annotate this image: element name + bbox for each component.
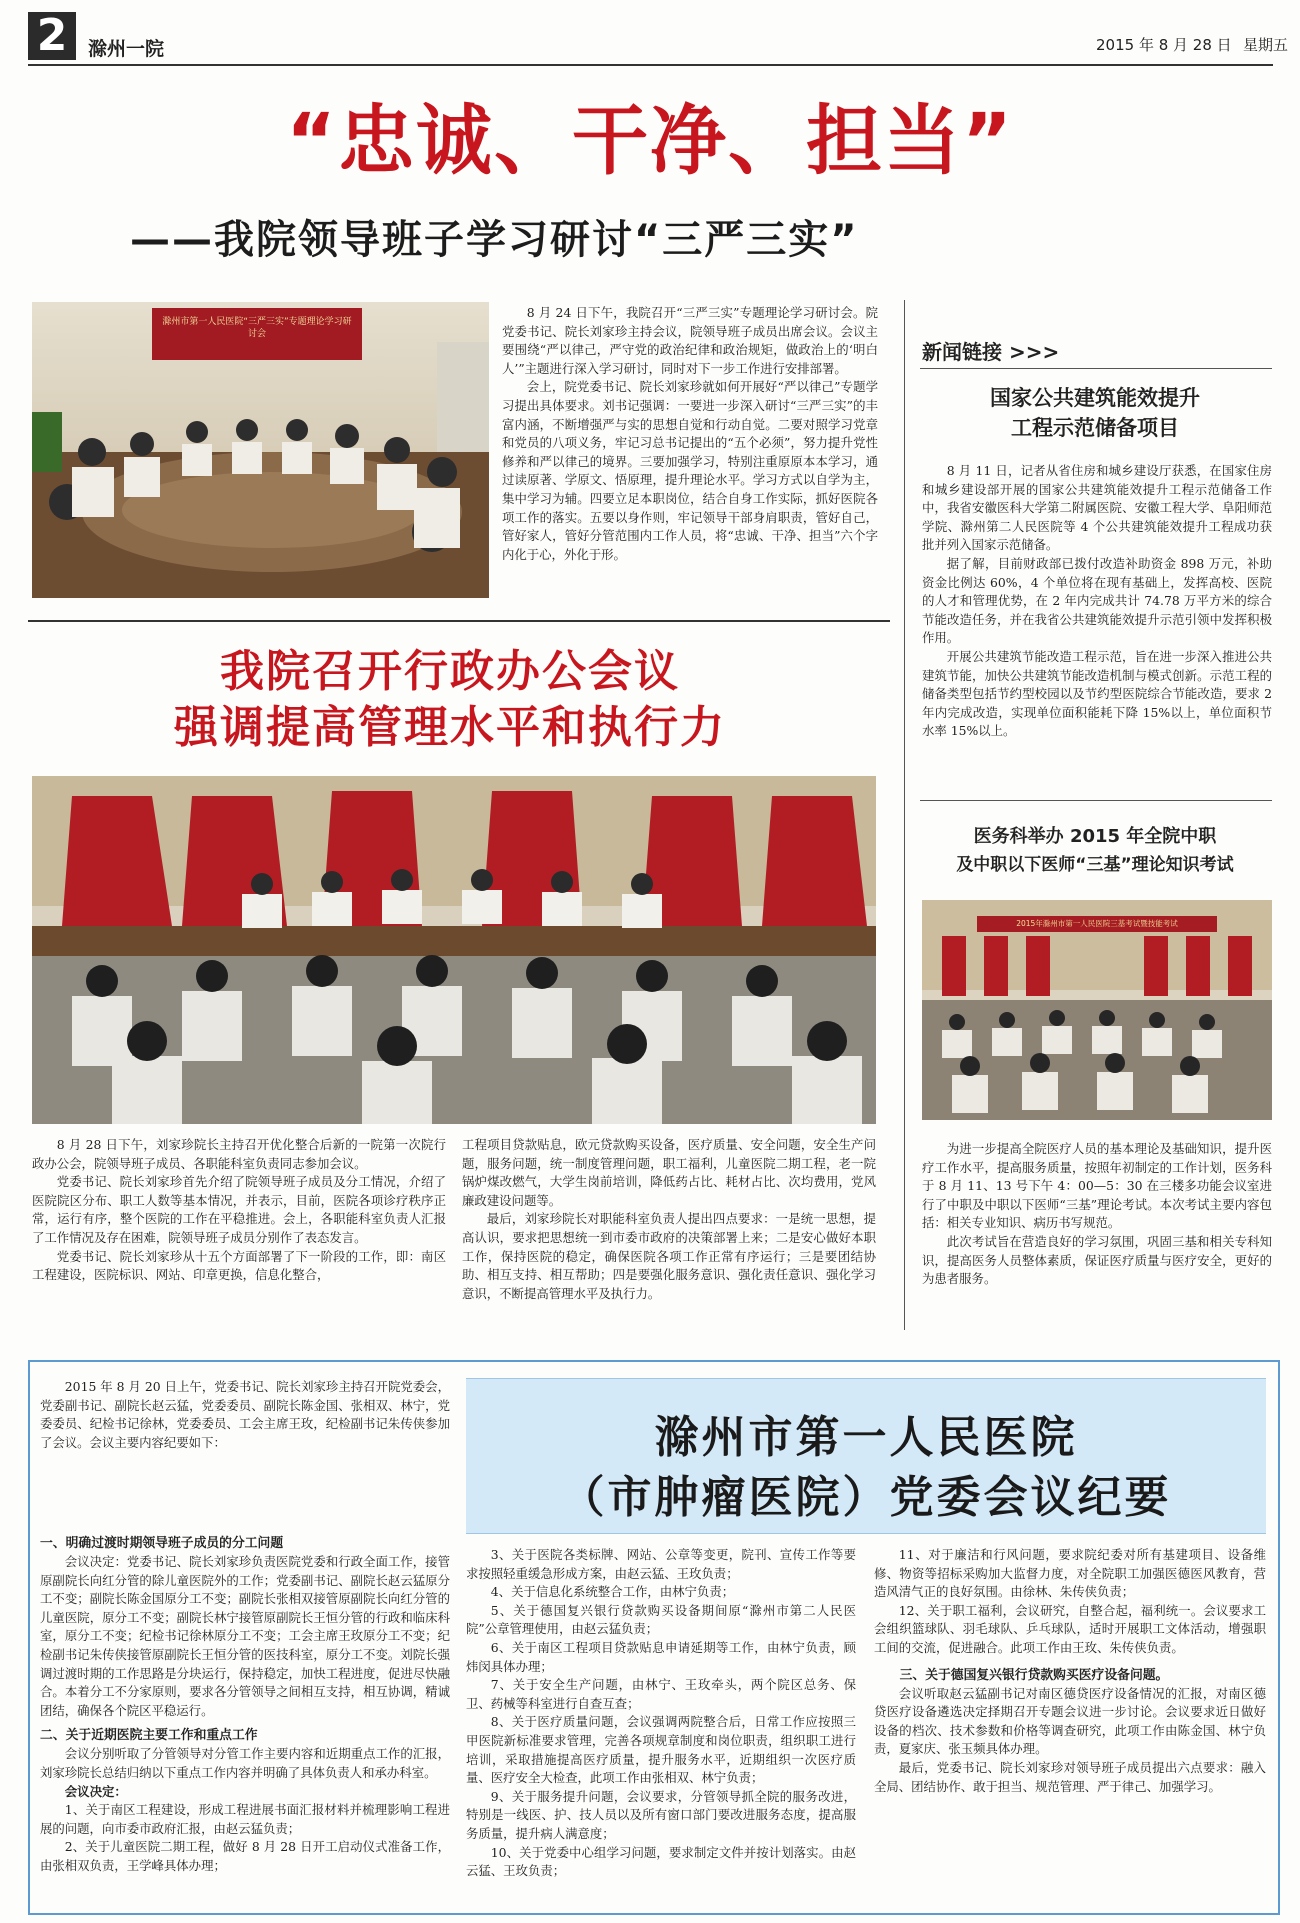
exam-paragraph: 为进一步提高全院医疗人员的基本理论及基础知识，提升医疗工作水平，提高服务质量，按照年初制定的工作计划，医务科于 8 月 11、13 号下午 4：00—5：30 在三楼多功能会议室进行了中职及中职以下医师“三基”理论考试。本次考试主要内容包括：相关专业知识、病历书写规范。	[922, 1141, 1272, 1231]
admin-paragraph: 8 月 28 日下午，刘家珍院长主持召开优化整合后新的一院第一次院行政办公会，院领导班子成员、各职能科室负责同志参加会议。	[32, 1137, 446, 1171]
lead-subheadline: ——我院领导班子学习研讨“三严三实”	[130, 217, 859, 263]
minutes-section-1-text: 会议决定：党委书记、院长刘家珍负责医院党委和行政全面工作，接管原副院长向红分管的除儿童医院外的工作；党委副书记、副院长赵云猛原分工不变；副院长陈金国原分工不变；副院长张相双接管原副院长向红分管的儿童医院，原分工不变；副院长林宁接管原副院长王恒分管的行政和临床科室，原分工不变；纪检书记徐林原分工不变；工会主席王玫原分工不变；纪检副书记朱传侠接管原副院长王恒分管的医技科室，原分工不变。刘院长强调过渡时期的工作思路是分块运行，保持稳定，加快工程进度，促进尽快融合。本着分工不分家原则，要求各分管领导之间相互支持，相互协调，精诚团结，确保各个院区平稳运行。	[40, 1554, 450, 1718]
minutes-item: 5、关于德国复兴银行贷款购买设备期间原“滁州市第二人民医院”公章管理使用，由赵云猛负责；	[466, 1602, 856, 1637]
admin-meeting-photo	[32, 776, 876, 1124]
news-link-paragraph: 8 月 11 日，记者从省住房和城乡建设厅获悉，在国家住房和城乡建设部开展的国家公共建筑能效提升工程示范储备工作中，我省安徽医科大学第二附属医院、安徽工程大学、阜阳师范学院、滁州第二人民医院等 4 个公共建筑能效提升工程成功获批并列入国家示范储备。	[922, 463, 1272, 553]
column-divider	[904, 300, 905, 1330]
minutes-section-2-title: 二、关于近期医院主要工作和重点工作	[40, 1728, 258, 1744]
lead-meeting-photo-image	[32, 302, 489, 598]
minutes-item: 7、关于安全生产问题，由林宁、王玫牵头，两个院区总务、保卫、药械等科室进行自查互查；	[466, 1677, 856, 1711]
minutes-section-3-text: 最后，党委书记、院长刘家珍对领导班子成员提出六点要求：融入全局、团结协作、敢于担当、规范管理、严于律己、加强学习。	[874, 1759, 1266, 1794]
news-link-header-rule	[920, 368, 1272, 369]
lead-paragraph: 8 月 24 日下午，我院召开“三严三实”专题理论学习研讨会。院党委书记、院长刘家珍主持会议，院领导班子成员出席会议。会议主要围绕“严以律己，严守党的政治纪律和政治规矩，做政治上的‘明白人’”主题进行深入学习研讨，同时对下一步工作进行安排部署。	[502, 305, 878, 376]
exam-photo	[922, 900, 1272, 1120]
minutes-intro	[40, 1378, 450, 1452]
admin-meeting-headline-1: 我院召开行政办公会议	[220, 646, 680, 697]
minutes-item: 12、关于职工福利，会议研究，自整合起，福利统一。会议要求工会组织篮球队、羽毛球队、乒乓球队，适时开展职工文体活动，增强职工间的交流，促进融合。此项工作由王玫、朱传侠负责。	[874, 1602, 1266, 1655]
exam-title-2: 及中职以下医师“三基”理论知识考试	[956, 855, 1234, 875]
issue-weekday: 星期五	[1243, 36, 1289, 54]
lead-article-body	[502, 304, 878, 564]
news-link-paragraph: 据了解，目前财政部已拨付改造补助资金 898 万元，补助资金比例达 60%，4 个单位将在现有基础上，发挥高校、医院的人才和管理优势，在 2 年内完成共计 74.78 万平方米的综合节能改造任务，并在我省公共建筑能效提升示范引领中发挥积极作用。	[922, 555, 1272, 646]
minutes-item: 4、关于信息化系统整合工作，由林宁负责；	[490, 1584, 735, 1600]
news-link-title-1: 国家公共建筑能效提升	[990, 386, 1200, 410]
minutes-col-3	[874, 1546, 1266, 1796]
issue-date: 2015 年 8 月 28 日	[1096, 36, 1232, 54]
minutes-item: 6、关于南区工程项目贷款贴息申请延期等工作，由林宁负责，顾炜闵具体办理；	[466, 1639, 856, 1674]
minutes-intro-text: 2015 年 8 月 20 日上午，党委书记、院长刘家珍主持召开院党委会，党委副书记、副院长赵云猛，党委委员、副院长陈金国、张相双、林宁，党委委员、纪检书记徐林，党委委员、工会主席王玫，纪检副书记朱传侠参加了会议。会议主要内容纪要如下：	[40, 1379, 450, 1450]
exam-paragraph: 此次考试旨在营造良好的学习氛围，巩固三基和相关专科知识，提高医务人员整体素质，保证医疗质量与医疗安全，更好的为患者服务。	[922, 1233, 1272, 1287]
minutes-col-2	[466, 1546, 856, 1881]
admin-meeting-headline-2: 强调提高管理水平和执行力	[174, 702, 726, 753]
exam-photo-image	[922, 900, 1272, 1120]
lead-bottom-rule	[28, 620, 890, 622]
minutes-title-panel	[466, 1378, 1266, 1534]
minutes-item: 11、对于廉洁和行风问题，要求院纪委对所有基建项目、设备维修、物资等招标采购加大监督力度，对全院职工加强医德医风教育，营造风清气正的良好氛围。由徐林、朱传侠负责；	[874, 1547, 1266, 1600]
lead-meeting-photo	[32, 302, 489, 598]
minutes-section-2-text: 会议分别听取了分管领导对分管工作主要内容和近期重点工作的汇报，刘家珍院长总结归纳以下重点工作内容并明确了具体负责人和承办科室。	[40, 1746, 450, 1780]
lead-photo-banner: 滁州市第一人民医院“三严三实”专题理论学习研讨会	[162, 317, 352, 339]
minutes-title-2: （市肿瘤医院）党委会议纪要	[560, 1472, 1172, 1523]
admin-paragraph: 最后，刘家珍院长对职能科室负责人提出四点要求：一是统一思想，提高认识，要求把思想统一到市委市政府的决策部署上来；二是安心做好本职工作，保持医院的稳定，确保医院各项工作正常有序运行；三是要团结协助、相互支持、相互帮助；四是要强化服务意识、强化责任意识、强化学习意识，不断提高管理水平及执行力。	[462, 1211, 876, 1301]
lead-headline: “忠诚、干净、担当”	[286, 96, 1014, 185]
exam-photo-banner: 2015年滁州市第一人民医院三基考试暨技能考试	[1016, 919, 1178, 928]
section-name: 滁州一院	[88, 38, 165, 60]
minutes-section-1-title: 一、明确过渡时期领导班子成员的分工问题	[40, 1536, 284, 1551]
minutes-col-1	[40, 1530, 450, 1876]
minutes-item: 2、关于儿童医院二期工程，做好 8 月 28 日开工启动仪式准备工作，由张相双负责，王学峰具体办理；	[40, 1839, 450, 1873]
minutes-item: 10、关于党委中心组学习问题，要求制定文件并按计划落实。由赵云猛、王玫负责；	[466, 1844, 856, 1879]
news-link-body	[922, 462, 1272, 741]
admin-paragraph: 党委书记、院长刘家珍从十五个方面部署了下一阶段的工作，即：南区工程建设，医院标识、网站、印章更换，信息化整合，	[32, 1248, 446, 1283]
minutes-section-3-title: 三、关于德国复兴银行贷款购买医疗设备问题。	[899, 1667, 1169, 1683]
minutes-item: 3、关于医院各类标牌、网站、公章等变更，院刊、宣传工作等要求按照轻重缓急形成方案，由赵云猛、王玫负责；	[466, 1547, 856, 1581]
exam-title-1: 医务科举办 2015 年全院中职	[973, 826, 1217, 847]
news-link-header: 新闻链接 >>>	[922, 340, 1060, 364]
minutes-item: 1、关于南区工程建设，形成工程进展书面汇报材料并梳理影响工程进展的问题，向市委市政府汇报，由赵云猛负责；	[40, 1802, 450, 1836]
masthead-rule	[28, 64, 1273, 66]
admin-meeting-col-1	[32, 1136, 446, 1285]
admin-paragraph: 党委书记、院长刘家珍首先介绍了院领导班子成员及分工情况，介绍了医院院区分布、职工人数等基本情况，并表示，目前，医院各项诊疗秩序正常，运行有序，整个医院的工作在平稳推进。会上，各职能科室负责人汇报了工作情况及存在困难，院领导班子成员分别作了表态发言。	[32, 1174, 446, 1245]
admin-paragraph: 工程项目贷款贴息，欧元贷款购买设备，医疗质量、安全问题，安全生产问题，服务问题，统一制度管理问题，职工福利，儿童医院二期工程，老一院锅炉煤改燃气，大学生岗前培训，降低药占比、耗材占比、次均费用，党风廉政建设问题等。	[462, 1137, 876, 1208]
minutes-section-3-text: 会议听取赵云猛副书记对南区德贷医疗设备情况的汇报，对南区德贷医疗设备遴选决定择期召开专题会议进一步讨论。会议要求近日做好设备的档次、技术参数和价格等调查研究，此项工作由陈金国、林宁负责，夏家庆、张玉频具体办理。	[874, 1685, 1266, 1757]
news-link-bottom-rule	[920, 800, 1272, 801]
news-link-paragraph: 开展公共建筑节能改造工程示范，旨在进一步深入推进公共建筑节能，加快公共建筑节能改造机制与模式创新。示范工程的储备类型包括节约型校园以及节约型医院综合节能改造，要求 2 年内完成改造，实现单位面积能耗下降 15%以上，单位面积节水率 15%以上。	[922, 648, 1272, 739]
lead-paragraph: 会上，院党委书记、院长刘家珍就如何开展好“严以律己”专题学习提出具体要求。刘书记强调：一要进一步深入研讨“三严三实”的丰富内涵，不断增强严与实的思想自觉和行动自觉。二要对照学习党章和党员的八项义务，牢记习总书记提出的“五个必须”，努力提升党性修养和严以律己的境界。三要加强学习，特别注重原原本本学习，通过读原著、学原文、悟原理，提升理论水平。学习方式以自学为主，集中学习为辅。四要立足本职岗位，结合自身工作实际，抓好医院各项工作的落实。五要以身作则，牢记领导干部身肩职责，管好自己，管好家人，管好分管范围内工作人员，将“忠诚、干净、担当”六个字内化于心，外化于形。	[502, 379, 878, 562]
admin-meeting-col-2	[462, 1136, 876, 1303]
minutes-title-1: 滁州市第一人民医院	[654, 1412, 1078, 1463]
admin-meeting-photo-image	[32, 776, 876, 1124]
news-link-title-2: 工程示范储备项目	[1011, 416, 1179, 440]
exam-body	[922, 1140, 1272, 1289]
page-number-badge: 2	[28, 12, 76, 60]
minutes-decision-label: 会议决定：	[64, 1783, 127, 1799]
minutes-item: 8、关于医疗质量问题，会议强调两院整合后，日常工作应按照三甲医院新标准要求管理，完善各项规章制度和岗位职责，组织职工进行培训，采取措施提高医疗质量，提升服务水平，近期组织一次医疗质量、医疗安全大检查，此项工作由张相双、林宁负责；	[466, 1714, 856, 1786]
minutes-item: 9、关于服务提升问题，会议要求，分管领导抓全院的服务改进，特别是一线医、护、技人员以及所有窗口部门要改进服务态度，提高服务质量，提升病人满意度；	[466, 1788, 856, 1841]
